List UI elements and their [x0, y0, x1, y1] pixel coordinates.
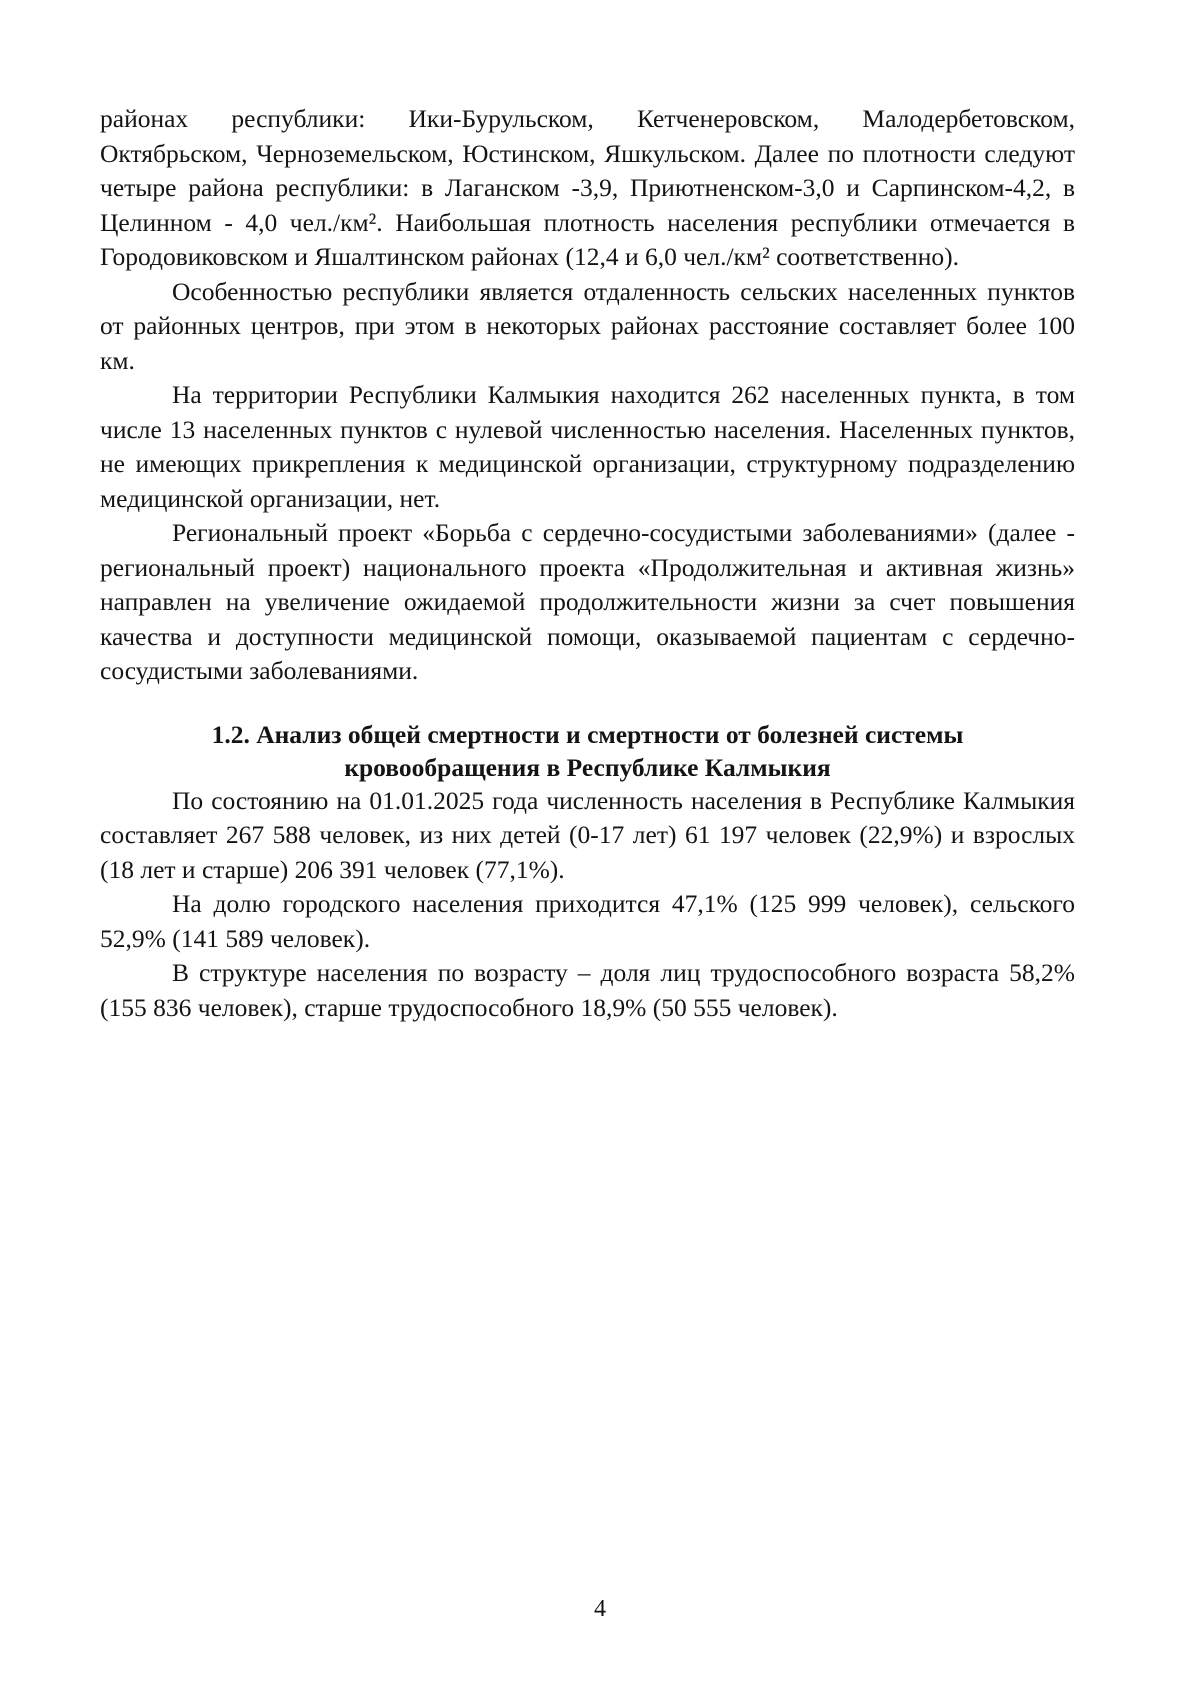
- paragraph-population-total: По состоянию на 01.01.2025 года численность населения в Республике Калмыкия составляет 267 588 человек, из них детей (0-17 лет) 61 197 человек (22,9%) и взрослых (18 лет и старше) 206 391 человек (77,1%).: [100, 785, 1075, 884]
- paragraph-regional-project: Региональный проект «Борьба с сердечно-сосудистыми заболеваниями» (далее - региональный проект) национального проекта «Продолжительная и активная жизнь» направлен на увеличение ожидаемой продолжительности жизни за счет повышения качества и доступности медицинской помощи, оказываемой пациентам с сердечно-сосудистыми заболеваниями.: [100, 518, 1075, 685]
- section-heading-line-2: кровообращения в Республике Калмыкия: [344, 752, 831, 782]
- paragraph-remoteness: Особенностью республики является отдаленность сельских населенных пунктов от районных центров, при этом в некоторых районах расстояние составляет более 100 км.: [100, 276, 1075, 375]
- paragraph-settlements: На территории Республики Калмыкия находится 262 населенных пункта, в том числе 13 населенных пунктов с нулевой численностью населения. Населенных пунктов, не имеющих прикрепления к медицинской организации, структурному подразделению медицинской организации, нет.: [100, 380, 1075, 513]
- body-text: [100, 102, 1075, 1025]
- paragraph-population-density: районах республики: Ики-Бурульском, Кетченеровском, Малодербетовском, Октябрьском, Черноземельском, Юстинском, Яшкульском. Далее по плотности следуют четыре района республики: в Лаганском -3,9, Приютненском-3,0 и Сарпинском-4,2, в Целинном - 4,0 чел./км². Наибольшая плотность населения республики отмечается в Городовиковском и Яшалтинском районах (12,4 и 6,0 чел./км² соответственно).: [100, 104, 1075, 271]
- paragraph-urban-rural: На долю городского населения приходится 47,1% (125 999 человек), сельского 52,9% (141 589 человек).: [100, 889, 1075, 953]
- section-heading: [100, 718, 1075, 784]
- section-heading-line-1: 1.2. Анализ общей смертности и смертности от болезней системы: [211, 719, 964, 749]
- page-number: 4: [594, 1596, 606, 1622]
- paragraph-age-structure: В структуре населения по возрасту – доля лиц трудоспособного возраста 58,2% (155 836 человек), старше трудоспособного 18,9% (50 555 человек).: [100, 958, 1075, 1022]
